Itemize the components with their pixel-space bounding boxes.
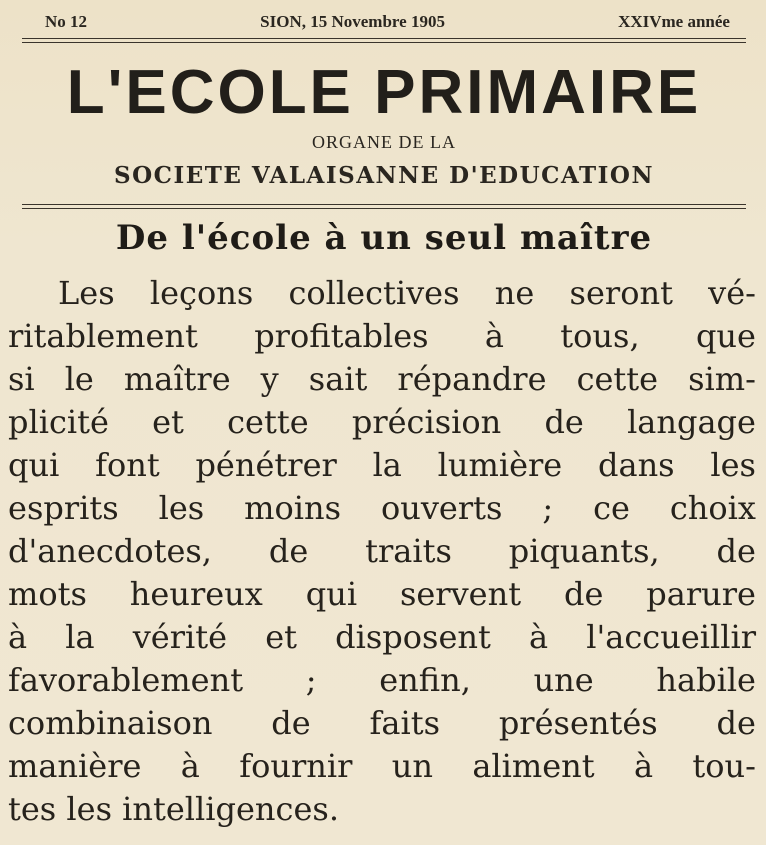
article-word: parure — [646, 575, 756, 613]
article-line — [8, 573, 756, 616]
article-word: vé- — [708, 274, 756, 312]
article-word: combinaison — [8, 704, 213, 742]
article-word: traits — [365, 532, 452, 570]
article-word: esprits — [8, 489, 119, 527]
article-word: de — [716, 704, 756, 742]
article-word: fournir — [239, 747, 353, 785]
article-word: si — [8, 360, 35, 398]
article-line — [8, 401, 756, 444]
article-line — [8, 444, 756, 487]
article-word: choix — [669, 489, 756, 527]
article-word: de — [563, 575, 604, 613]
masthead-rule-top — [22, 38, 746, 43]
masthead-rule-bottom — [22, 204, 746, 209]
article-line-text — [8, 745, 756, 788]
article-word: favorablement — [8, 661, 244, 699]
article-word: de — [544, 403, 584, 441]
article-word: les — [710, 446, 756, 484]
article-body — [8, 272, 756, 831]
volume-year: XXIVme année — [618, 12, 730, 31]
article-word: ; — [305, 661, 317, 699]
article-word: la — [65, 618, 95, 656]
article-word: enfin, — [379, 661, 471, 699]
article-line — [8, 358, 756, 401]
article-line-text — [8, 358, 756, 401]
article-word: disposent — [335, 618, 491, 656]
article-word: plicité — [8, 403, 109, 441]
article-line-text — [8, 702, 756, 745]
article-line-text — [58, 272, 756, 315]
article-word: Les — [58, 274, 115, 312]
article-line — [8, 745, 756, 788]
article-word: sait — [308, 360, 368, 398]
article-line — [8, 616, 756, 659]
article-word: dans — [598, 446, 675, 484]
article-word: à — [8, 618, 28, 656]
journal-title: L'ECOLE PRIMAIRE — [66, 58, 702, 127]
article-word: font — [95, 446, 160, 484]
article-line-text — [8, 530, 756, 573]
article-word: langage — [627, 403, 756, 441]
article-word: qui — [8, 446, 60, 484]
article-word: leçons — [149, 274, 254, 312]
article-word: y — [260, 360, 279, 398]
article-word: à — [529, 618, 549, 656]
place-date: SION, 15 Novembre 1905 — [260, 12, 445, 31]
article-word: seront — [569, 274, 673, 312]
article-word: manière — [8, 747, 142, 785]
article-word: ; — [542, 489, 554, 527]
article-line — [8, 659, 756, 702]
article-word: profitables — [254, 317, 429, 355]
article-word: à — [484, 317, 504, 355]
article-line-text — [8, 573, 756, 616]
article-word: les — [158, 489, 205, 527]
article-line-text — [8, 616, 756, 659]
article-word: cette — [576, 360, 659, 398]
society-name: SOCIETE VALAISANNE D'EDUCATION — [114, 162, 654, 189]
article-word: de — [271, 704, 311, 742]
article-word: ouverts — [380, 489, 503, 527]
article-word: un — [391, 747, 433, 785]
issue-number: No 12 — [45, 12, 88, 31]
article-word: habile — [656, 661, 756, 699]
article-line — [8, 702, 756, 745]
article-line — [8, 788, 756, 831]
article-word: d'anecdotes, — [8, 532, 212, 570]
article-word: précision — [351, 403, 502, 441]
article-word: piquants, — [508, 532, 660, 570]
article-word: aliment — [472, 747, 595, 785]
article-line — [8, 530, 756, 573]
article-title: De l'école à un seul maître — [115, 218, 653, 258]
article-word: pénétrer — [195, 446, 337, 484]
article-word: tous, — [560, 317, 640, 355]
article-word: mots — [8, 575, 87, 613]
article-word: le — [64, 360, 94, 398]
masthead-info-row — [45, 10, 730, 34]
article-word: ne — [494, 274, 535, 312]
article-word: que — [695, 317, 756, 355]
article-word: maître — [123, 360, 231, 398]
article-word: présentés — [498, 704, 658, 742]
article-word: une — [533, 661, 594, 699]
article-word: et — [265, 618, 297, 656]
article-word: ce — [593, 489, 630, 527]
article-word: faits — [369, 704, 440, 742]
article-word: de — [268, 532, 309, 570]
article-word: à — [633, 747, 654, 785]
article-word: répandre — [397, 360, 547, 398]
article-word: de — [716, 532, 756, 570]
article-line — [8, 487, 756, 530]
article-line — [8, 272, 756, 315]
article-word: heureux — [129, 575, 263, 613]
article-word: ritablement — [8, 317, 198, 355]
article-line-text: tes les intelligences. — [8, 790, 339, 828]
article-line-text — [8, 487, 756, 530]
article-word: cette — [227, 403, 309, 441]
article-word: servent — [399, 575, 522, 613]
article-word: vérité — [132, 618, 228, 656]
article-word: et — [152, 403, 184, 441]
article-word: qui — [305, 575, 358, 613]
article-line-text — [8, 659, 756, 702]
article-line — [8, 315, 756, 358]
organe-line: ORGANE DE LA — [312, 132, 456, 152]
article-word: l'accueillir — [586, 618, 756, 656]
article-line-text — [8, 315, 756, 358]
article-word: collectives — [288, 274, 460, 312]
article-word: tou- — [692, 747, 756, 785]
article-word: lumière — [437, 446, 563, 484]
article-word: moins — [244, 489, 341, 527]
article-word: la — [372, 446, 402, 484]
article-word: sim- — [688, 360, 756, 398]
article-line-text — [8, 401, 756, 444]
article-line-text — [8, 444, 756, 487]
article-word: à — [180, 747, 200, 785]
